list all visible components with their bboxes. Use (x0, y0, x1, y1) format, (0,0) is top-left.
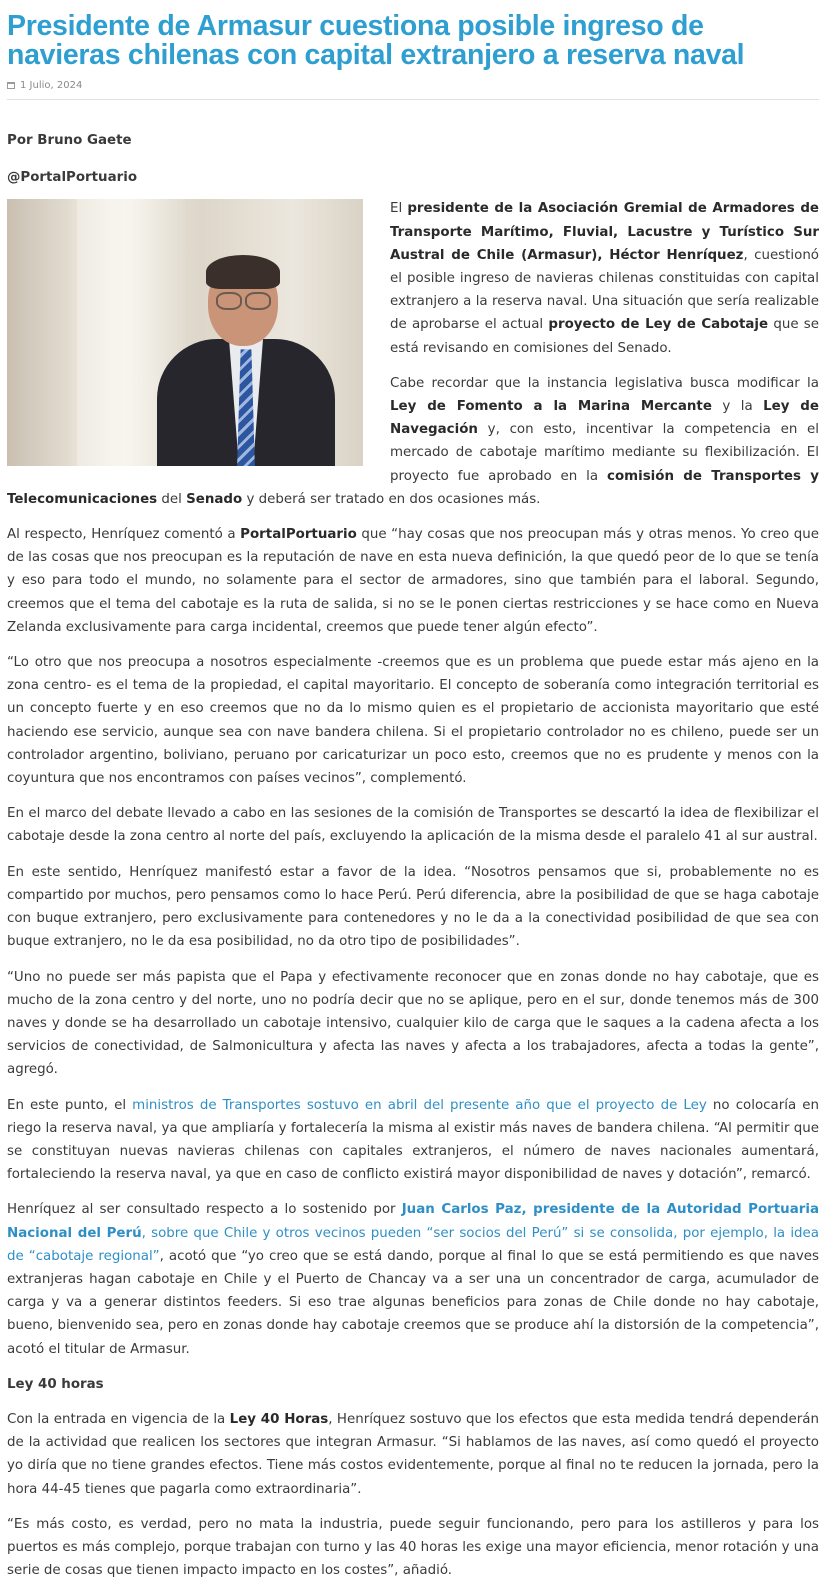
link-juan-carlos-paz[interactable]: Juan Carlos Paz, presidente de la Autoridad Portuaria Nacional del Perú (7, 1202, 819, 1241)
paragraph-4: “Lo otro que nos preocupa a nosotros especialmente -creemos que es un problema que puede estar más ajeno en la zona centro- es el tema de la propiedad, el capital mayoritario. El concepto de soberanía como integración territorial es un concepto fuerte y en eso creemos que no da lo mismo quien es el propietario de accionista mayoritario que esté haciendo ese servicio, aunque sea con nave bandera chilena. Si el propietario controlador no es chileno, puede ser un controlador argentino, boliviano, peruano por caricaturizar un poco esto, creemos que no es prudente y menos con la coyuntura que nos encontramos con países vecinos”, complementó. (7, 655, 819, 787)
paragraph-7: “Uno no puede ser más papista que el Papa y efectivamente reconocer que en zonas donde no hay cabotaje, que es mucho de la zona centro y del norte, uno no podría decir que no se aplique, pero en el sur, donde tenemos más de 300 naves y donde se ha desarrollado un cabotaje intensivo, cualquier kilo de carga que le saques a la cadena afecta a los servicios de conectividad, de Salmonicultura y afecta las naves y afecta a los trabajadores, afecta a todas la gente”, agregó. (7, 969, 819, 1078)
calendar-icon (7, 82, 15, 89)
paragraph-2: Cabe recordar que la instancia legislativa busca modificar la Ley de Fomento a la Marina Mercante y la Ley de Navegación y, con esto, incentivar la competencia en el mercado de cabotaje marítimo mediante su flexibilización. El proyecto fue aprobado en la comisión de Transportes y Telecomunicaciones del Senado y deberá ser tratado en dos ocasiones más. (7, 375, 819, 507)
divider (7, 99, 819, 100)
article-date (7, 80, 819, 91)
section-heading: Ley 40 horas (7, 1376, 104, 1392)
link-cabotaje-regional[interactable]: , sobre que Chile y otros vecinos pueden “ser socios del Perú” si se consolida, por ejemplo, la idea de “cabotaje regional” (7, 1225, 819, 1264)
article-title: Presidente de Armasur cuestiona posible ingreso de navieras chilenas con capital extranjero a reserva naval (7, 10, 745, 71)
paragraph-5: En el marco del debate llevado a cabo en las sesiones de la comisión de Transportes se descartó la idea de flexibilizar el cabotaje desde la zona centro al norte del país, excluyendo la aplicación de la misma desde el paralelo 41 al sur austral. (7, 806, 819, 845)
paragraph-1: El presidente de la Asociación Gremial de Armadores de Transporte Marítimo, Fluvial, Lacustre y Turístico Sur Austral de Chile (Armasur), Héctor Henríquez, cuestionó el posible ingreso de navieras chilenas constituidas con capital extranjero a la reserva naval. Una situación que sería realizable de aprobarse el actual proyecto de Ley de Cabotaje que se está revisando en comisiones del Senado. (390, 201, 820, 356)
date-text: 1 Julio, 2024 (20, 80, 83, 91)
paragraph-11: “Es más costo, es verdad, pero no mata la industria, puede seguir funcionando, pero para los astilleros y para los puertos es más complejo, porque trabajan con turno y las 40 horas les exige una mayor eficiencia, menor rotación y una serie de cosas que tienen impacto impacto en los costes”, añadió. (7, 1516, 819, 1579)
paragraph-9: Henríquez al ser consultado respecto a lo sostenido por Juan Carlos Paz, presidente de la Autoridad Portuaria Nacional del Perú, sobre que Chile y otros vecinos pueden “ser socios del Perú” si se consolida, por ejemplo, la idea de “cabotaje regional”, acotó que “yo creo que se está dando, porque al final lo que se está permitiendo es que naves extranjeras hagan cabotaje en Chile y el Puerto de Chancay va a ser una un concentrador de carga, acumulador de carga y va a generar distintos feeders. Si eso trae algunas beneficios para zonas de Chile donde no hay cabotaje, bueno, bienvenido sea, pero en zonas donde hay cabotaje creemos que se produce ahí la distorsión de la competencia”, acotó el titular de Armasur. (7, 1202, 820, 1357)
article-photo (7, 199, 363, 466)
paragraph-10: Con la entrada en vigencia de la Ley 40 Horas, Henríquez sostuvo que los efectos que esta medida tendrá dependerán de la actividad que realicen los sectores que integran Armasur. “Si hablamos de las naves, así como quedó el proyecto yo diría que no tiene grandes efectos. Tiene más costos evidentemente, porque al final no te reducen la jornada, pero la hora 44-45 tienes que pagarla como extraordinaria”. (7, 1411, 819, 1497)
link-ministry[interactable]: ministros de Transportes sostuvo en abril del presente año que el proyecto de Ley (132, 1097, 707, 1113)
paragraph-8: En este punto, el ministros de Transportes sostuvo en abril del presente año que el proyecto de Ley no colocaría en riego la reserva naval, ya que ampliaría y fortalecería la misma al existir más naves de bandera chilena. “Al permitir que se constituyan nuevas navieras chilenas con capitales extranjeros, el número de naves nacionales aumentará, fortaleciendo la reserva naval, ya que en caso de conflicto existirá mayor disponibilidad de naves y dotación”, remarcó. (7, 1097, 819, 1183)
author-byline: Por Bruno Gaete (7, 133, 132, 148)
article (7, 0, 819, 1582)
author-handle: @PortalPortuario (7, 170, 138, 186)
paragraph-3: Al respecto, Henríquez comentó a PortalPortuario que “hay cosas que nos preocupan más y otras menos. Yo creo que de las cosas que nos preocupan es la reputación de nave en esta nueva definición, la que quedó peor de lo que se tenía y eso para todo el mundo, no solamente para el sector de armadores, sino que también para el laboral. Segundo, creemos que el tema del cabotaje es la ruta de salida, si no se le ponen ciertas restricciones y se hace como en Nueva Zelanda exclusivamente para carga incidental, creemos que puede tener algún efecto”. (7, 527, 819, 635)
paragraph-6: En este sentido, Henríquez manifestó estar a favor de la idea. “Nosotros pensamos que si, probablemente no es compartido por muchos, pero pensamos como lo hace Perú. Perú diferencia, abre la posibilidad de que se haga cabotaje con buque extranjero, pero exclusivamente para contenedores y no le da a la conectividad posibilidad de que sea con buque extranjero, no le da esa posibilidad, no da otro tipo de posibilidades”. (7, 864, 819, 950)
